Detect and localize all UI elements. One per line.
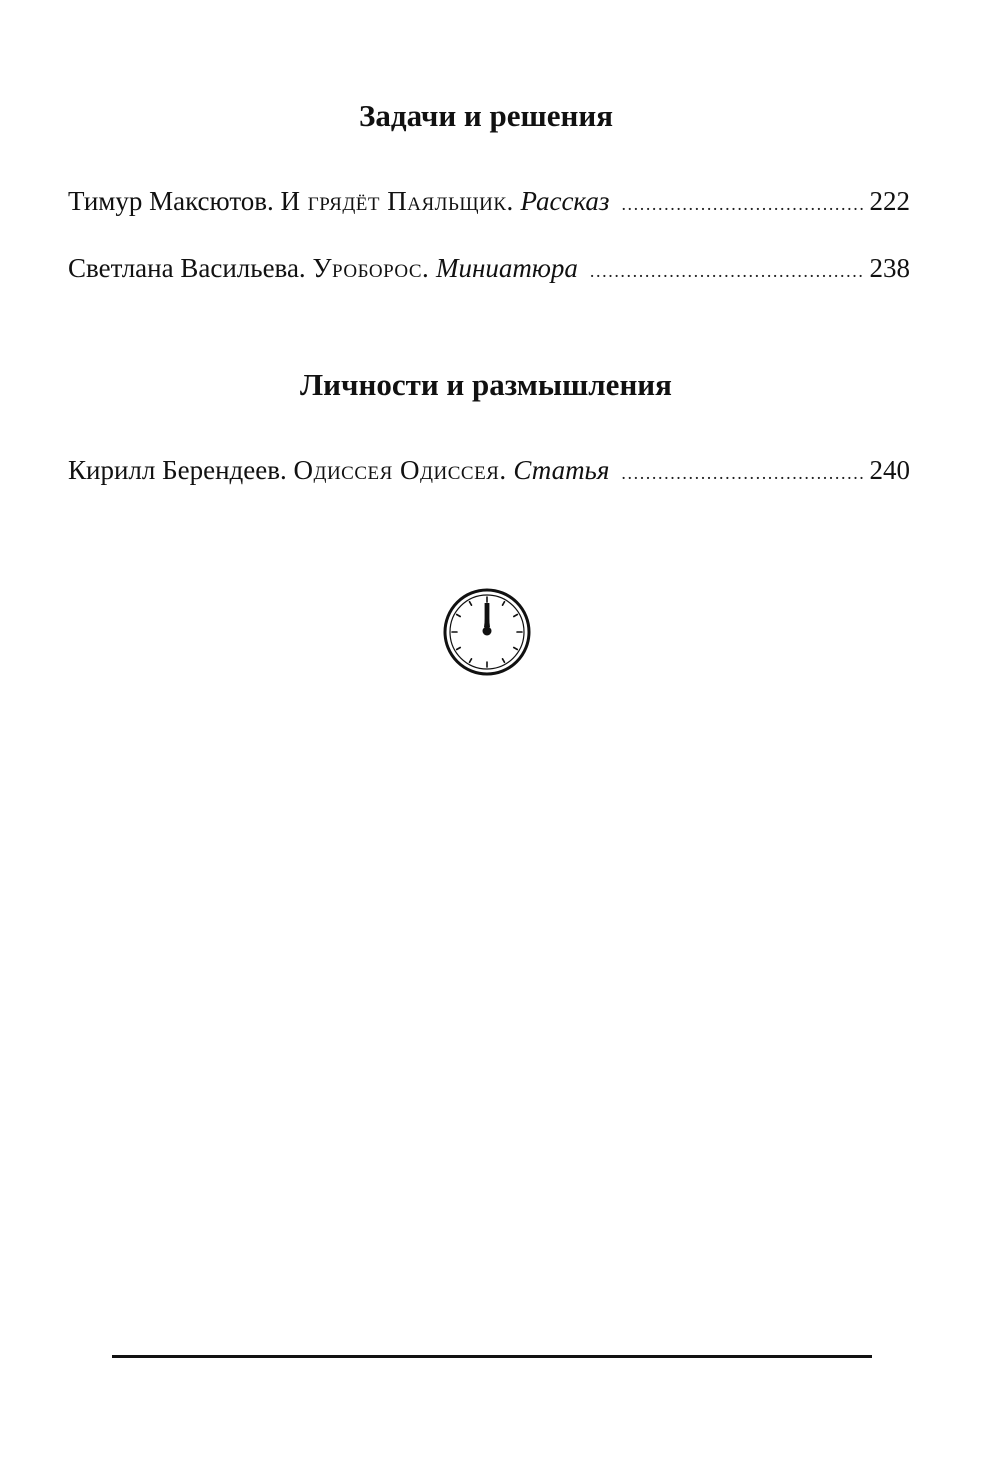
entry-page-number: 238 bbox=[869, 253, 910, 283]
entry-genre: Статья bbox=[513, 455, 610, 485]
toc-entry[interactable] bbox=[68, 452, 910, 488]
entry-page-number: 222 bbox=[869, 186, 910, 216]
toc-entry[interactable] bbox=[68, 250, 910, 286]
entry-page-number: 240 bbox=[869, 455, 910, 485]
dot-leader bbox=[590, 253, 864, 289]
entry-title: Уроборос. bbox=[312, 253, 430, 283]
dot-leader bbox=[621, 455, 863, 491]
dot-leader bbox=[621, 186, 863, 222]
entry-title: Одиссея Одиссея. bbox=[293, 455, 507, 485]
entry-title: И грядёт Паяльщик. bbox=[280, 186, 514, 216]
section-title-tasks: Задачи и решения bbox=[359, 98, 613, 133]
entry-genre: Миниатюра bbox=[436, 253, 578, 283]
toc-entry[interactable] bbox=[68, 183, 910, 219]
section-title-personalities: Личности и размышления bbox=[300, 367, 672, 402]
footer-rule bbox=[112, 1355, 872, 1358]
entry-genre: Рассказ bbox=[520, 186, 610, 216]
entry-author: Кирилл Берендеев. bbox=[68, 455, 287, 485]
clock-icon bbox=[442, 587, 532, 677]
entry-author: Тимур Максютов. bbox=[68, 186, 274, 216]
entry-author: Светлана Васильева. bbox=[68, 253, 306, 283]
